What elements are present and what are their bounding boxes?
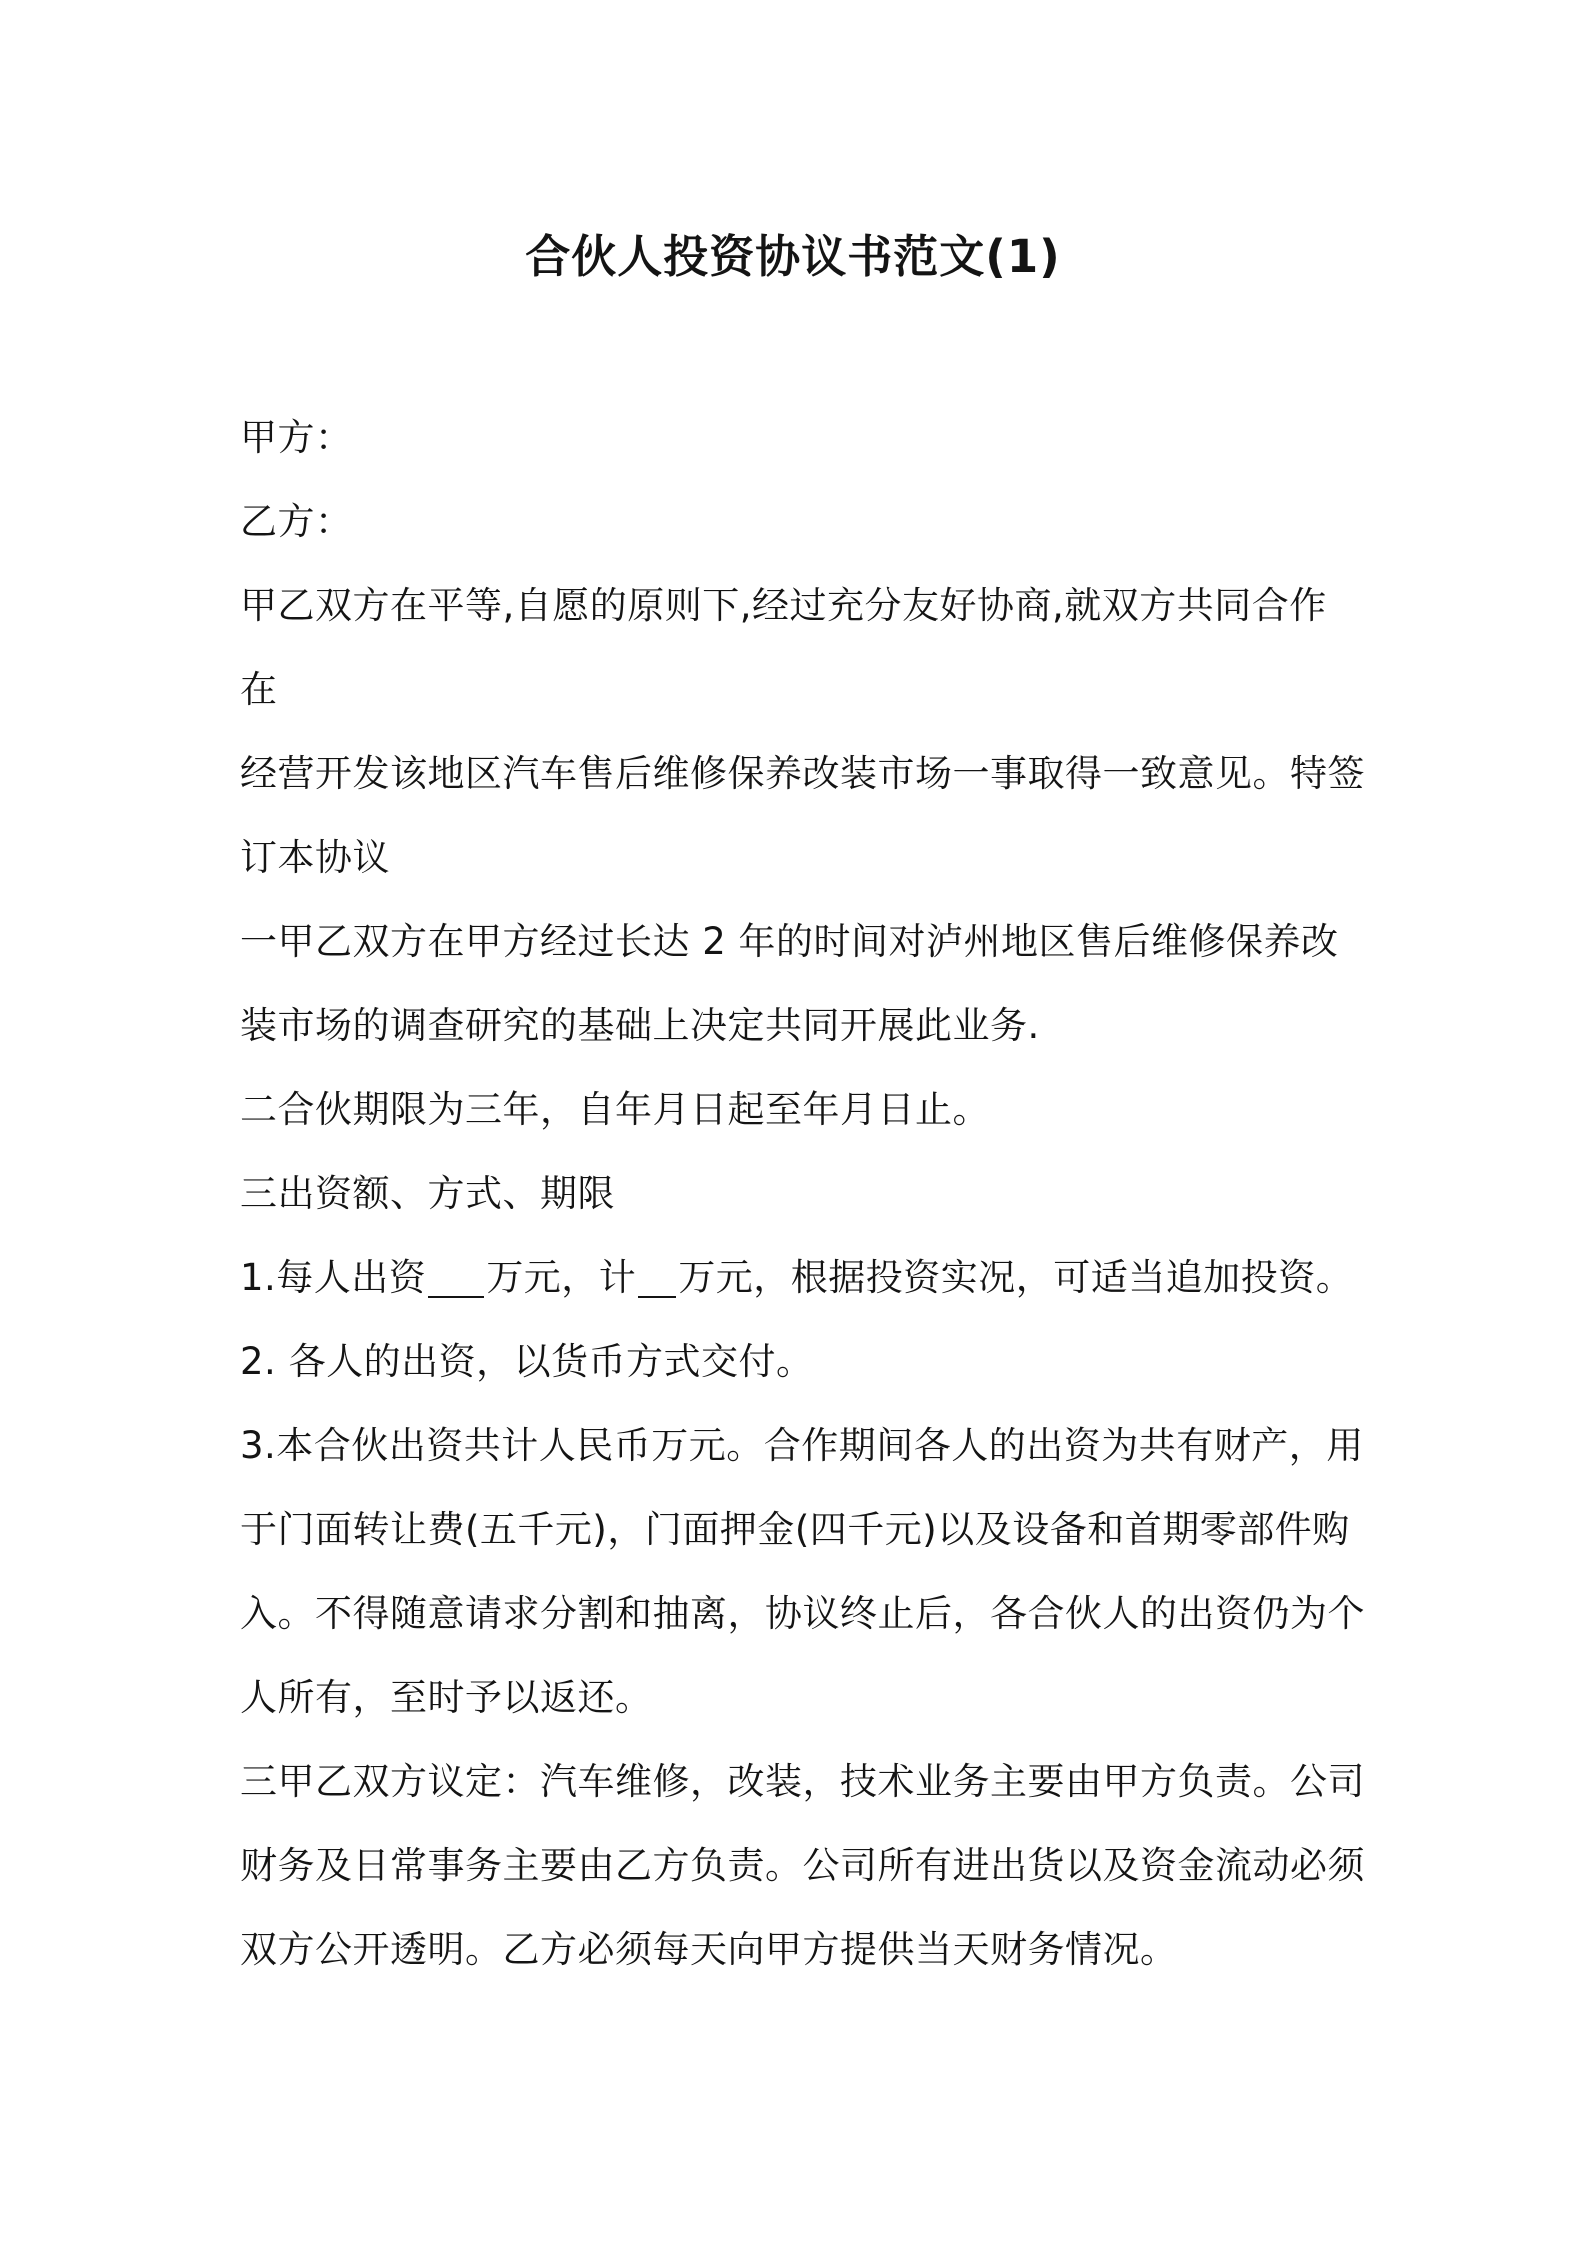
- section-heading: 三出资额、方式、期限: [240, 1172, 615, 1215]
- paragraph-line: 3.本合伙出资共计人民币万元。合作期间各人的出资为共有财产，用: [240, 1424, 1364, 1467]
- blank-underline: [638, 1256, 676, 1298]
- paragraph-line: 二合伙期限为三年，自年月日起至年月日止。: [240, 1088, 990, 1131]
- party-a-line: 甲方：: [240, 416, 353, 459]
- paragraph-line: 一甲乙双方在甲方经过长达 2 年的时间对泸州地区售后维修保养改: [240, 920, 1339, 963]
- paragraph-line: 于门面转让费(五千元)，门面押金(四千元)以及设备和首期零部件购: [240, 1508, 1350, 1551]
- paragraph-line: 双方公开透明。乙方必须每天向甲方提供当天财务情况。: [240, 1928, 1178, 1971]
- paragraph-line: 财务及日常事务主要由乙方负责。公司所有进出货以及资金流动必须: [240, 1844, 1365, 1887]
- paragraph-line: 甲乙双方在平等,自愿的原则下,经过充分友好协商,就双方共同合作: [240, 584, 1327, 627]
- paragraph-line: 在: [240, 668, 278, 711]
- item-1-line: [240, 1250, 1353, 1306]
- party-b-line: 乙方：: [240, 500, 353, 543]
- paragraph-line: 三甲乙双方议定：汽车维修，改装，技术业务主要由甲方负责。公司: [240, 1760, 1365, 1803]
- paragraph-line: 装市场的调查研究的基础上决定共同开展此业务.: [240, 1004, 1040, 1047]
- paragraph-line: 订本协议: [240, 836, 390, 879]
- paragraph-line: 2. 各人的出资，以货币方式交付。: [240, 1340, 814, 1383]
- paragraph-line: 入。不得随意请求分割和抽离，协议终止后，各合伙人的出资仍为个: [240, 1592, 1365, 1635]
- item-1-text-middle: 万元，计: [486, 1256, 637, 1299]
- item-1-text-start: 1.每人出资: [240, 1256, 427, 1299]
- document-title: 合伙人投资协议书范文(1): [525, 230, 1061, 283]
- item-1-text-end: 万元，根据投资实况，可适当追加投资。: [678, 1256, 1354, 1299]
- blank-underline: [428, 1256, 484, 1298]
- paragraph-line: 人所有，至时予以返还。: [240, 1676, 653, 1719]
- paragraph-line: 经营开发该地区汽车售后维修保养改装市场一事取得一致意见。特签: [240, 752, 1365, 795]
